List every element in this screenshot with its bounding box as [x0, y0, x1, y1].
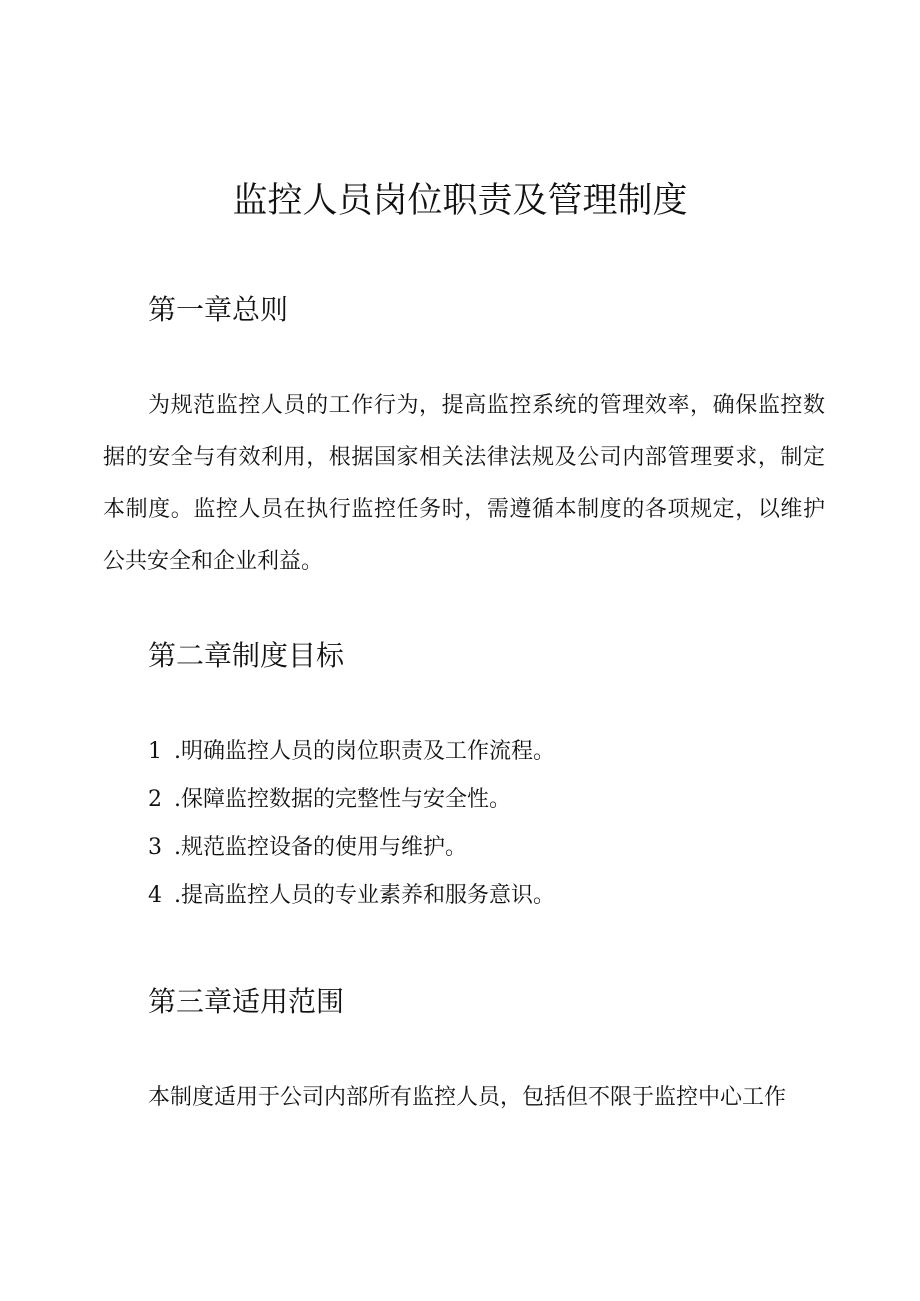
list-item-number: 4	[148, 883, 162, 908]
objectives-list	[148, 728, 555, 920]
list-item	[148, 824, 555, 872]
list-item-number: 3	[148, 835, 162, 860]
list-item	[148, 872, 555, 920]
list-item-text: .保障监控数据的完整性与安全性。	[174, 787, 511, 812]
list-item-number: 2	[148, 787, 162, 812]
list-item	[148, 728, 555, 776]
chapter-2-heading: 第二章制度目标	[148, 639, 345, 672]
document-title: 监控人员岗位职责及管理制度	[232, 181, 688, 221]
chapter-3-heading: 第三章适用范围	[148, 985, 345, 1018]
chapter-3-paragraph: 本制度适用于公司内部所有监控人员，包括但不限于监控中心工作	[148, 1085, 787, 1110]
list-item	[148, 776, 555, 824]
list-item-text: .明确监控人员的岗位职责及工作流程。	[174, 739, 555, 764]
list-item-text: .提高监控人员的专业素养和服务意识。	[174, 883, 555, 908]
list-item-number: 1	[148, 739, 162, 764]
chapter-1-paragraph: 为规范监控人员的工作行为，提高监控系统的管理效率，确保监控数据的安全与有效利用，根据国家相关法律法规及公司内部管理要求，制定本制度。监控人员在执行监控任务时，需遵循本制度的各项规定，以维护公共安全和企业利益。	[103, 393, 825, 574]
chapter-1-heading: 第一章总则	[148, 293, 289, 326]
list-item-text: .规范监控设备的使用与维护。	[174, 835, 467, 860]
